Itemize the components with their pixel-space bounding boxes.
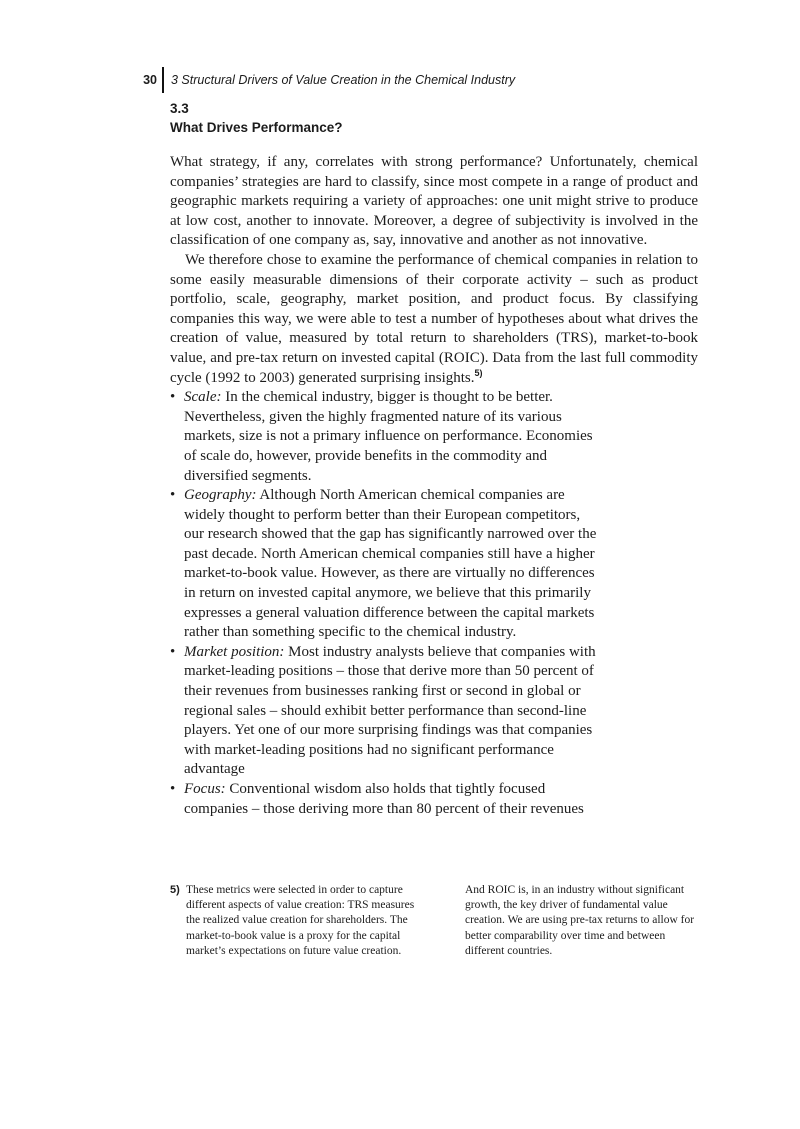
bullet-text: Most industry analysts believe that companies with market-leading positions – those that derive more than 50 percent of their revenues from businesses ranking first or second in global or regional sales – should exhibit better performance than second-line players. Yet one of our more surprising findings was that companies with market-leading positions had no significant performance advantage bbox=[184, 643, 596, 778]
paragraph-text: We therefore chose to examine the performance of chemical companies in relation to some easily measurable dimensions of their corporate activity – such as product portfolio, scale, geography, market position, and product focus. By classifying companies this way, we were able to test a number of hypotheses about what drives the creation of value, measured by total return to shareholders (TRS), market-to-book value, and pre-tax return on invested capital (ROIC). Data from the last full commodity cycle (1992 to 2003) generated surprising insights. bbox=[170, 251, 698, 386]
bullet-term: Scale: bbox=[184, 389, 222, 406]
bullet-text: In the chemical industry, bigger is thought to be better. Nevertheless, given the highly fragmented nature of its various markets, size is not a primary influence on performance. Economies of scale do, however, provide benefits in the commodity and diversified segments. bbox=[184, 389, 593, 484]
footnote-reference: 5) bbox=[474, 367, 483, 378]
running-head bbox=[140, 66, 515, 94]
list-item bbox=[170, 643, 600, 780]
page-number: 30 bbox=[143, 73, 157, 87]
bullet-text: Conventional wisdom also holds that tightly focused companies – those deriving more than 80 percent of their revenues bbox=[184, 781, 584, 817]
bullet-text: Although North American chemical companies are widely thought to perform better than their European competitors, our research showed that the gap has significantly narrowed over the past decade. North American chemical companies still have a higher market-to-book value. However, as there are virtually no differences in return on invested capital anymore, we believe that this primarily expresses a general valuation difference between the capital markets rather than something specific to the chemical industry. bbox=[184, 487, 597, 641]
list-item bbox=[170, 486, 600, 643]
paragraph bbox=[170, 153, 698, 251]
list-item bbox=[170, 780, 600, 819]
paragraph bbox=[170, 251, 698, 388]
body-text bbox=[170, 153, 698, 819]
footnote-text: These metrics were selected in order to capture different aspects of value creation: TRS measures the realized value creation for shareholders. The market-to-book value is a proxy for the capital market’s expectations on future value creation. And ROIC is, in an industry without significant growth, the key driver of fundamental value creation. We are using pre-tax returns to allow for better comparability over time and between different countries. bbox=[186, 884, 695, 957]
section-number: 3.3 bbox=[170, 101, 189, 116]
section-title: What Drives Performance? bbox=[170, 120, 343, 135]
header-divider bbox=[162, 67, 164, 93]
paragraph-text: What strategy, if any, correlates with strong performance? Unfortunately, chemical companies’ strategies are hard to classify, since most compete in a range of product and geographic markets requiring a variety of approaches: one unit might strive to produce at low cost, another to innovate. Moreover, a degree of subjectivity is involved in the classification of one company as, say, innovative and another as not innovative. bbox=[170, 154, 698, 249]
bullet-term: Focus: bbox=[184, 781, 226, 797]
footnote bbox=[170, 883, 700, 959]
bullet-list bbox=[170, 388, 600, 819]
chapter-title: 3 Structural Drivers of Value Creation in the Chemical Industry bbox=[171, 73, 516, 87]
bullet-term: Geography: bbox=[184, 487, 257, 504]
list-item bbox=[170, 388, 600, 486]
bullet-term: Market position: bbox=[184, 643, 285, 660]
footnote-marker: 5) bbox=[170, 884, 180, 896]
